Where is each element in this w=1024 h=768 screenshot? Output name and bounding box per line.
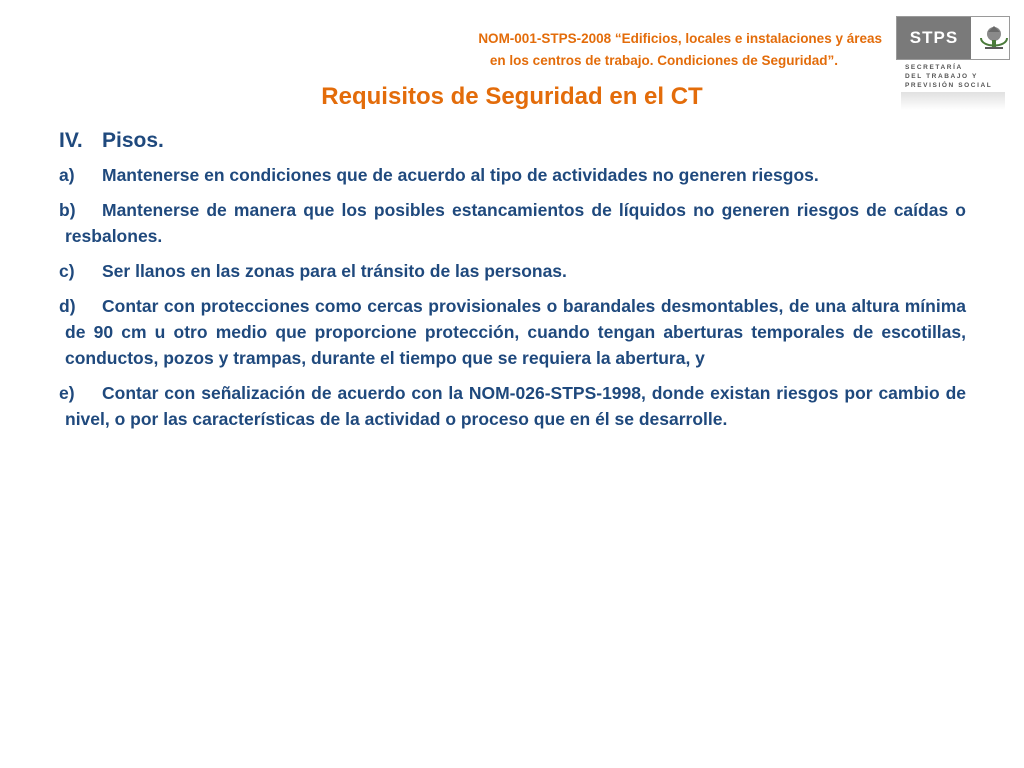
stps-logo-acronym: STPS [897,17,971,59]
stps-logo-box [896,16,1010,60]
list-item-text: Mantenerse en condiciones que de acuerdo al tipo de actividades no generen riesgos. [102,165,819,185]
slide-body [59,128,966,441]
stps-logo-line-2: DEL TRABAJO Y [905,73,978,80]
list-item-text: Ser llanos en las zonas para el tránsito de las personas. [102,261,567,281]
list-item-label: a) [59,165,75,185]
list-item-e [59,380,966,432]
list-item-d [59,293,966,371]
list-item-label: e) [59,383,75,403]
list-item-text: Contar con señalización de acuerdo con la NOM-026-STPS-1998, donde existan riesgos por cambio de nivel, o por las características de la actividad o proceso que en él se desarrolle. [65,383,966,429]
list-item-text: Contar con protecciones como cercas provisionales o barandales desmontables, de una altura mínima de 90 cm u otro medio que proporcione protección, cuando tengan aberturas temporales de escotillas, conductos, pozos y trampas, durante el tiempo que se requiera la abertura, y [65,296,966,368]
list-item-text: Mantenerse de manera que los posibles estancamientos de líquidos no generen riesgos de caídas o resbalones. [65,200,966,246]
slide-title: Requisitos de Seguridad en el CT [321,83,703,110]
list-item-b [59,197,966,249]
list-item-a [59,162,966,188]
list-item-label: b) [59,200,76,220]
stps-logo-line-3: PREVISIÓN SOCIAL [905,82,993,89]
list-item-label: c) [59,261,75,281]
norm-reference [322,28,882,72]
list-item-label: d) [59,296,76,316]
norm-reference-line-1: NOM-001-STPS-2008 “Edificios, locales e instalaciones y áreas [478,31,882,46]
section-label: Pisos. [102,129,164,152]
list-item-c [59,258,966,284]
mexico-coat-of-arms-icon [977,20,1010,56]
section-number: IV. [59,129,83,152]
stps-logo-line-1: SECRETARÍA [905,64,963,71]
norm-reference-line-2: en los centros de trabajo. Condiciones de Seguridad”. [489,53,838,68]
section-heading [59,128,966,154]
